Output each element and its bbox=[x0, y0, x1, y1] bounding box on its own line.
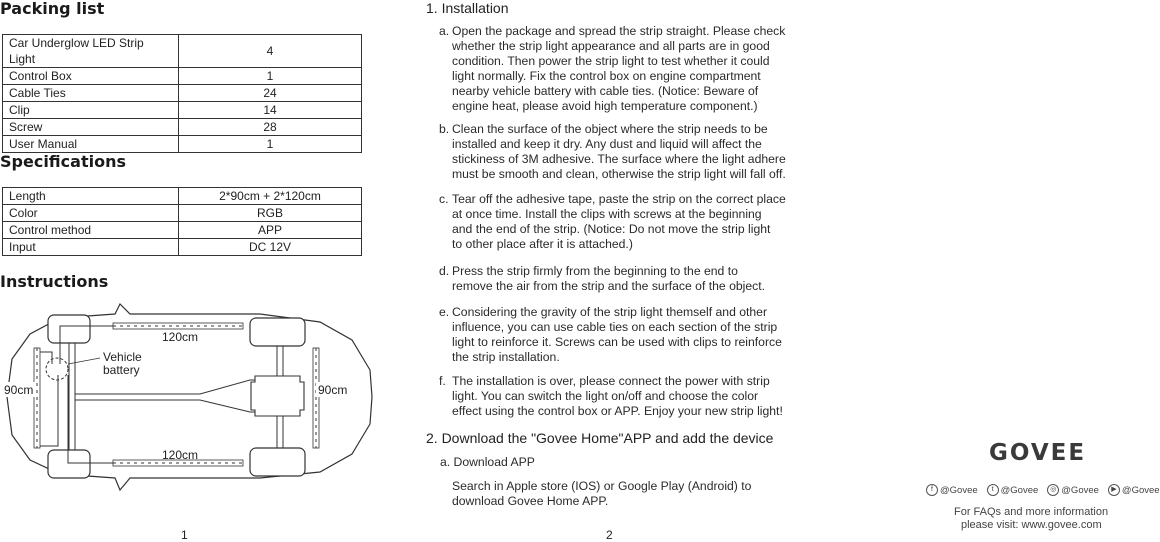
label-battery-line1: Vehicle bbox=[103, 350, 142, 364]
step-line: nearby vehicle battery with cable ties. (Notice: Beware of bbox=[452, 84, 759, 99]
social-handle bbox=[987, 484, 1039, 496]
step-label: a. bbox=[439, 24, 450, 38]
packing-item: User Manual bbox=[3, 136, 179, 153]
social-handle bbox=[1047, 484, 1099, 496]
instagram-icon: ◎ bbox=[1047, 484, 1059, 496]
specifications-title: Specifications bbox=[0, 152, 126, 171]
step-line: must be smooth and clean, otherwise the strip light will fall off. bbox=[452, 167, 786, 182]
wheel-front-left bbox=[48, 315, 90, 343]
spec-value: APP bbox=[179, 222, 362, 239]
step-line: the strip installation. bbox=[452, 350, 560, 365]
packing-row bbox=[3, 85, 362, 102]
faq-line-2: please visit: www.govee.com bbox=[961, 519, 1102, 531]
step-label: e. bbox=[439, 305, 450, 319]
battery-marker bbox=[46, 358, 68, 380]
step-label: b. bbox=[439, 122, 450, 136]
packing-qty: 1 bbox=[179, 68, 362, 85]
label-bottom-length: 120cm bbox=[162, 448, 199, 462]
packing-list-title: Packing list bbox=[0, 0, 105, 18]
social-handle-text: @Govee bbox=[940, 484, 978, 496]
spec-value: RGB bbox=[179, 205, 362, 222]
step-label: c. bbox=[439, 192, 449, 206]
label-battery-line2: battery bbox=[103, 363, 140, 377]
installation-step bbox=[439, 374, 783, 419]
download-subheading: a. Download APP bbox=[440, 455, 535, 469]
led-strip-right bbox=[313, 348, 319, 448]
step-line: remove the air from the strip and the surface of the object. bbox=[452, 279, 765, 294]
step-line: and the end of the strip. (Notice: Do not move the strip light bbox=[452, 222, 771, 237]
step-line: whether the strip light appearance and all parts are in good bbox=[452, 39, 770, 54]
spec-value: DC 12V bbox=[179, 239, 362, 256]
packing-item: Car Underglow LED Strip Light bbox=[3, 35, 179, 68]
page-number-left: 1 bbox=[181, 528, 188, 542]
packing-row bbox=[3, 68, 362, 85]
social-handle bbox=[926, 484, 978, 496]
packing-qty: 28 bbox=[179, 119, 362, 136]
social-handles bbox=[926, 484, 1160, 496]
step-line: Open the package and spread the strip straight. Please check bbox=[452, 24, 786, 38]
packing-item: Control Box bbox=[3, 68, 179, 85]
step-line: to other place after it is attached.) bbox=[452, 237, 633, 252]
step-line: engine heat, please avoid high temperature component.) bbox=[452, 99, 758, 114]
download-line: Search in Apple store (IOS) or Google Play (Android) to bbox=[452, 479, 752, 493]
instructions-title: Instructions bbox=[0, 272, 109, 291]
wheel-rear-left bbox=[250, 318, 305, 346]
led-strip-left bbox=[34, 348, 40, 448]
packing-item: Clip bbox=[3, 102, 179, 119]
installation-step bbox=[439, 122, 786, 182]
spec-row bbox=[3, 205, 362, 222]
packing-qty: 24 bbox=[179, 85, 362, 102]
spec-key: Color bbox=[3, 205, 179, 222]
specifications-table bbox=[2, 187, 362, 256]
spec-row bbox=[3, 239, 362, 256]
installation-step bbox=[439, 305, 782, 365]
packing-qty: 4 bbox=[179, 35, 362, 68]
social-handle-text: @Govee bbox=[1121, 484, 1160, 496]
wheel-rear-right bbox=[250, 448, 305, 476]
govee-logo: GOVEE bbox=[989, 440, 1087, 466]
facebook-icon: f bbox=[926, 484, 938, 496]
download-instructions bbox=[452, 479, 751, 509]
step-line: light. You can switch the light on/off and choose the color bbox=[452, 389, 759, 404]
spec-key: Length bbox=[3, 188, 179, 205]
step-line: Clean the surface of the object where the strip needs to be bbox=[452, 122, 768, 136]
step-line: effect using the control box or APP. Enjoy your new strip light! bbox=[452, 404, 783, 419]
step-line: influence, you can use cable ties on each section of the strip bbox=[452, 320, 778, 335]
step-line: stickiness of 3M adhesive. The surface where the light adhere bbox=[452, 152, 786, 167]
step-line: Considering the gravity of the strip light themself and other bbox=[452, 305, 768, 319]
spec-row bbox=[3, 188, 362, 205]
faq-line-1: For FAQs and more information bbox=[954, 506, 1109, 518]
packing-row bbox=[3, 35, 362, 68]
download-line: download Govee Home APP. bbox=[452, 494, 609, 509]
label-top-length: 120cm bbox=[162, 330, 199, 344]
step-label: f. bbox=[439, 374, 446, 388]
packing-qty: 14 bbox=[179, 102, 362, 119]
step-label: d. bbox=[439, 264, 450, 278]
spec-key: Control method bbox=[3, 222, 179, 239]
led-strip-top bbox=[113, 323, 243, 329]
installation-step bbox=[439, 192, 786, 252]
installation-step bbox=[439, 24, 786, 115]
page-number-right: 2 bbox=[606, 528, 613, 542]
step-line: light normally. Fix the control box on engine compartment bbox=[452, 69, 761, 84]
step-line: The installation is over, please connect the power with strip bbox=[452, 374, 770, 388]
youtube-icon: ▶ bbox=[1108, 484, 1120, 496]
wheel-front-right bbox=[48, 450, 90, 478]
packing-qty: 1 bbox=[179, 136, 362, 153]
step-line: condition. Then power the strip light to test whether it could bbox=[452, 54, 770, 69]
packing-item: Screw bbox=[3, 119, 179, 136]
twitter-icon: t bbox=[987, 484, 999, 496]
social-handle-text: @Govee bbox=[1061, 484, 1099, 496]
download-heading: 2. Download the "Govee Home"APP and add the device bbox=[426, 430, 774, 446]
spec-value: 2*90cm + 2*120cm bbox=[179, 188, 362, 205]
packing-row bbox=[3, 136, 362, 153]
step-line: at once time. Install the clips with screws at the beginning bbox=[452, 207, 762, 222]
spec-row bbox=[3, 222, 362, 239]
step-line: light to reinforce it. Screws can be used with clips to reinforce bbox=[452, 335, 782, 350]
car-wiring-diagram bbox=[0, 300, 375, 495]
label-left-length: 90cm bbox=[4, 383, 34, 397]
step-line: Press the strip firmly from the beginning to the end to bbox=[452, 264, 738, 278]
step-line: Tear off the adhesive tape, paste the strip on the correct place bbox=[452, 192, 786, 206]
social-handle bbox=[1108, 484, 1160, 496]
installation-heading: 1. Installation bbox=[426, 0, 509, 16]
packing-list-table bbox=[2, 34, 362, 153]
installation-step bbox=[439, 264, 765, 294]
rear-differential bbox=[251, 376, 304, 416]
social-handle-text: @Govee bbox=[1000, 484, 1039, 496]
spec-key: Input bbox=[3, 239, 179, 256]
packing-row bbox=[3, 102, 362, 119]
step-line: installed and keep it dry. Any dust and liquid will affect the bbox=[452, 137, 762, 152]
packing-row bbox=[3, 119, 362, 136]
packing-item: Cable Ties bbox=[3, 85, 179, 102]
label-right-length: 90cm bbox=[318, 383, 348, 397]
